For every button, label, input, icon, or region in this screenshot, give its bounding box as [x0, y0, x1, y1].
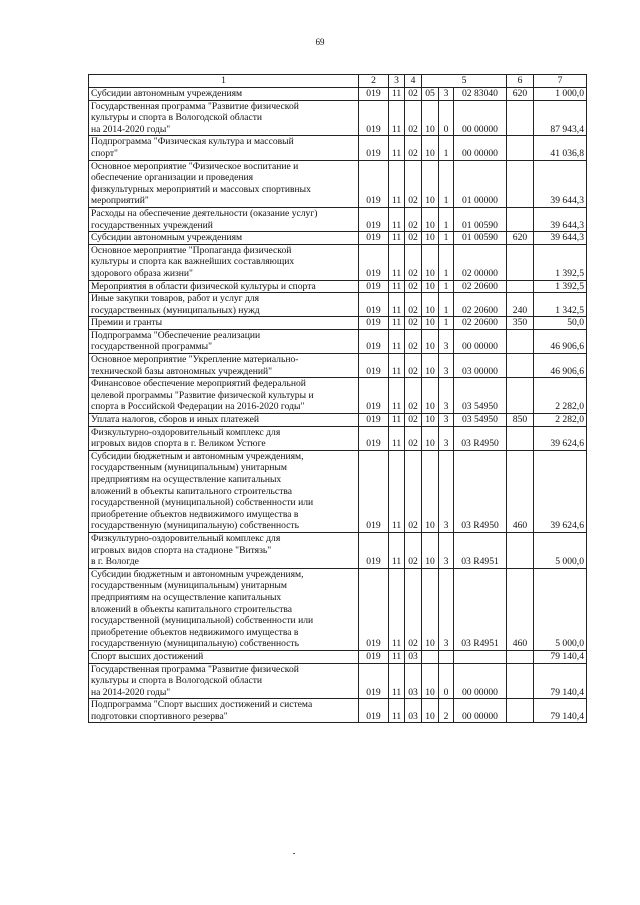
row-amount-cell: 1 342,5 [534, 293, 587, 317]
row-vr-cell [507, 378, 534, 414]
row-pr-cell: 02 [405, 568, 422, 650]
row-csr-program-cell: 10 [422, 232, 439, 245]
row-gr-cell: 019 [359, 100, 389, 136]
row-pr-cell: 02 [405, 244, 422, 280]
row-csr-subprogram-cell: 1 [439, 280, 454, 293]
table-row [89, 244, 587, 280]
row-pr-cell: 02 [405, 426, 422, 450]
table-row [89, 317, 587, 330]
row-gr-cell: 019 [359, 699, 389, 723]
row-gr-cell: 019 [359, 88, 389, 101]
row-name-cell: Расходы на обеспечение деятельности (оказание услуг) государственных учреждений [89, 207, 359, 231]
row-csr-program-cell: 10 [422, 100, 439, 136]
row-csr-program-cell [422, 650, 439, 663]
row-csr-subprogram-cell: 3 [439, 426, 454, 450]
table-row [89, 329, 587, 353]
row-vr-cell: 350 [507, 317, 534, 330]
row-amount-cell: 1 000,0 [534, 88, 587, 101]
row-pr-cell: 02 [405, 280, 422, 293]
row-vr-cell: 850 [507, 414, 534, 427]
table-row [89, 568, 587, 650]
row-csr-program-cell: 10 [422, 699, 439, 723]
row-rz-cell: 11 [389, 568, 405, 650]
row-name-cell: Государственная программа "Развитие физической культуры и спорта в Вологодской области на 2014-2020 годы" [89, 663, 359, 699]
table-row [89, 426, 587, 450]
table-row [89, 280, 587, 293]
row-amount-cell: 50,0 [534, 317, 587, 330]
row-csr-subprogram-cell: 3 [439, 532, 454, 568]
row-rz-cell: 11 [389, 532, 405, 568]
row-gr-cell: 019 [359, 244, 389, 280]
row-vr-cell [507, 663, 534, 699]
row-amount-cell: 46 906,6 [534, 329, 587, 353]
row-csr-subprogram-cell: 1 [439, 317, 454, 330]
row-rz-cell: 11 [389, 293, 405, 317]
page-number: 69 [315, 37, 325, 47]
header-cell-csr: 5 [422, 75, 507, 88]
row-vr-cell: 620 [507, 232, 534, 245]
row-csr-subprogram-cell: 1 [439, 244, 454, 280]
row-pr-cell: 03 [405, 699, 422, 723]
row-csr-program-cell: 10 [422, 378, 439, 414]
row-pr-cell: 02 [405, 354, 422, 378]
row-gr-cell: 019 [359, 414, 389, 427]
row-amount-cell: 87 943,4 [534, 100, 587, 136]
row-csr-program-cell: 10 [422, 293, 439, 317]
row-csr-subprogram-cell: 3 [439, 450, 454, 532]
table-row [89, 532, 587, 568]
row-csr-direction-cell: 00 00000 [454, 100, 507, 136]
row-pr-cell: 02 [405, 207, 422, 231]
row-csr-program-cell: 10 [422, 568, 439, 650]
row-name-cell: Мероприятия в области физической культуры и спорта [89, 280, 359, 293]
row-gr-cell: 019 [359, 136, 389, 160]
row-gr-cell: 019 [359, 650, 389, 663]
row-vr-cell [507, 354, 534, 378]
row-name-cell: Иные закупки товаров, работ и услуг для государственных (муниципальных) нужд [89, 293, 359, 317]
row-csr-program-cell: 10 [422, 244, 439, 280]
row-pr-cell: 02 [405, 414, 422, 427]
row-rz-cell: 11 [389, 160, 405, 207]
row-pr-cell: 03 [405, 663, 422, 699]
table-row [89, 699, 587, 723]
row-amount-cell: 79 140,4 [534, 663, 587, 699]
row-name-cell: Государственная программа "Развитие физической культуры и спорта в Вологодской области на 2014-2020 годы" [89, 100, 359, 136]
table-row [89, 88, 587, 101]
row-amount-cell: 2 282,0 [534, 378, 587, 414]
row-vr-cell [507, 532, 534, 568]
row-pr-cell: 02 [405, 160, 422, 207]
row-amount-cell: 39 644,3 [534, 207, 587, 231]
row-amount-cell: 46 906,6 [534, 354, 587, 378]
row-vr-cell [507, 207, 534, 231]
row-name-cell: Уплата налогов, сборов и иных платежей [89, 414, 359, 427]
table-row [89, 100, 587, 136]
row-csr-direction-cell [454, 650, 507, 663]
row-rz-cell: 11 [389, 232, 405, 245]
row-rz-cell: 11 [389, 136, 405, 160]
row-pr-cell: 03 [405, 650, 422, 663]
row-csr-program-cell: 10 [422, 280, 439, 293]
header-cell-pr: 4 [405, 75, 422, 88]
row-vr-cell [507, 280, 534, 293]
row-csr-subprogram-cell: 0 [439, 100, 454, 136]
row-pr-cell: 02 [405, 329, 422, 353]
row-csr-subprogram-cell: 1 [439, 232, 454, 245]
row-name-cell: Основное мероприятие "Укрепление материально- технической базы автономных учреждений" [89, 354, 359, 378]
row-rz-cell: 11 [389, 699, 405, 723]
row-vr-cell [507, 699, 534, 723]
row-amount-cell: 2 282,0 [534, 414, 587, 427]
row-name-cell: Субсидии бюджетным и автономным учреждениям, государственным (муниципальным) унитарным предприятиям на осуществление капитальных вложений в объекты капитального строительства государственной (муниципальной) собственности или приобретение объектов недвижимого имущества в государственную (муниципальную) собственность [89, 450, 359, 532]
row-name-cell: Подпрограмма "Спорт высших достижений и система подготовки спортивного резерва" [89, 699, 359, 723]
table-row [89, 136, 587, 160]
row-csr-direction-cell: 03 R4951 [454, 532, 507, 568]
row-gr-cell: 019 [359, 232, 389, 245]
row-csr-subprogram-cell: 3 [439, 88, 454, 101]
table-row [89, 450, 587, 532]
row-csr-subprogram-cell: 2 [439, 699, 454, 723]
row-vr-cell: 460 [507, 450, 534, 532]
row-rz-cell: 11 [389, 354, 405, 378]
row-pr-cell: 02 [405, 88, 422, 101]
row-csr-direction-cell: 03 54950 [454, 378, 507, 414]
row-rz-cell: 11 [389, 244, 405, 280]
row-name-cell: Физкультурно-оздоровительный комплекс для игровых видов спорта на стадионе "Витязь" в г. Вологде [89, 532, 359, 568]
row-gr-cell: 019 [359, 329, 389, 353]
row-csr-subprogram-cell: 1 [439, 207, 454, 231]
row-rz-cell: 11 [389, 207, 405, 231]
row-csr-program-cell: 10 [422, 207, 439, 231]
row-csr-subprogram-cell: 1 [439, 293, 454, 317]
row-csr-program-cell: 10 [422, 532, 439, 568]
row-vr-cell [507, 160, 534, 207]
row-rz-cell: 11 [389, 426, 405, 450]
row-name-cell: Субсидии автономным учреждениям [89, 232, 359, 245]
table-row [89, 293, 587, 317]
row-rz-cell: 11 [389, 650, 405, 663]
row-rz-cell: 11 [389, 280, 405, 293]
row-vr-cell: 460 [507, 568, 534, 650]
row-csr-direction-cell: 02 20600 [454, 317, 507, 330]
row-csr-subprogram-cell: 3 [439, 378, 454, 414]
row-amount-cell: 41 036,8 [534, 136, 587, 160]
row-name-cell: Основное мероприятие "Физическое воспитание и обеспечение организации и проведения физкультурных мероприятий и массовых спортивных мероприятий" [89, 160, 359, 207]
row-gr-cell: 019 [359, 568, 389, 650]
row-csr-subprogram-cell: 3 [439, 568, 454, 650]
row-csr-subprogram-cell [439, 650, 454, 663]
row-pr-cell: 02 [405, 100, 422, 136]
row-csr-direction-cell: 02 20600 [454, 293, 507, 317]
row-name-cell: Физкультурно-оздоровительный комплекс для игровых видов спорта в г. Великом Устюге [89, 426, 359, 450]
row-csr-program-cell: 10 [422, 426, 439, 450]
row-csr-program-cell: 10 [422, 160, 439, 207]
row-csr-program-cell: 10 [422, 414, 439, 427]
row-rz-cell: 11 [389, 329, 405, 353]
row-csr-direction-cell: 03 00000 [454, 354, 507, 378]
row-gr-cell: 019 [359, 317, 389, 330]
row-pr-cell: 02 [405, 136, 422, 160]
row-csr-program-cell: 10 [422, 136, 439, 160]
row-rz-cell: 11 [389, 663, 405, 699]
row-name-cell: Субсидии автономным учреждениям [89, 88, 359, 101]
row-rz-cell: 11 [389, 88, 405, 101]
row-name-cell: Финансовое обеспечение мероприятий федеральной целевой программы "Развитие физической культуры и спорта в Российской Федерации на 2016-2020 годы" [89, 378, 359, 414]
row-amount-cell: 1 392,5 [534, 244, 587, 280]
table-row [89, 160, 587, 207]
row-pr-cell: 02 [405, 232, 422, 245]
row-gr-cell: 019 [359, 426, 389, 450]
table-row [89, 663, 587, 699]
header-cell-name: 1 [89, 75, 359, 88]
row-rz-cell: 11 [389, 378, 405, 414]
row-name-cell: Подпрограмма "Обеспечение реализации государственной программы" [89, 329, 359, 353]
row-csr-direction-cell: 00 00000 [454, 663, 507, 699]
table-row [89, 414, 587, 427]
row-vr-cell [507, 100, 534, 136]
row-vr-cell [507, 244, 534, 280]
row-vr-cell: 620 [507, 88, 534, 101]
row-csr-program-cell: 10 [422, 450, 439, 532]
row-gr-cell: 019 [359, 450, 389, 532]
row-amount-cell: 79 140,4 [534, 650, 587, 663]
row-csr-subprogram-cell: 1 [439, 136, 454, 160]
row-amount-cell: 39 624,6 [534, 450, 587, 532]
row-csr-direction-cell: 02 20600 [454, 280, 507, 293]
row-pr-cell: 02 [405, 450, 422, 532]
row-amount-cell: 1 392,5 [534, 280, 587, 293]
row-pr-cell: 02 [405, 532, 422, 568]
table-row [89, 207, 587, 231]
row-csr-direction-cell: 01 00590 [454, 232, 507, 245]
row-pr-cell: 02 [405, 293, 422, 317]
table-row [89, 650, 587, 663]
row-name-cell: Премии и гранты [89, 317, 359, 330]
row-csr-direction-cell: 03 54950 [454, 414, 507, 427]
row-gr-cell: 019 [359, 160, 389, 207]
row-gr-cell: 019 [359, 663, 389, 699]
scan-mark [293, 853, 295, 854]
row-rz-cell: 11 [389, 450, 405, 532]
row-pr-cell: 02 [405, 317, 422, 330]
row-amount-cell: 39 624,6 [534, 426, 587, 450]
row-name-cell: Основное мероприятие "Пропаганда физической культуры и спорта как важнейших составляющих здорового образа жизни" [89, 244, 359, 280]
row-csr-subprogram-cell: 3 [439, 414, 454, 427]
row-csr-program-cell: 10 [422, 663, 439, 699]
row-csr-direction-cell: 03 R4950 [454, 450, 507, 532]
row-csr-direction-cell: 03 R4950 [454, 426, 507, 450]
row-csr-direction-cell: 02 83040 [454, 88, 507, 101]
row-amount-cell: 39 644,3 [534, 160, 587, 207]
row-amount-cell: 5 000,0 [534, 568, 587, 650]
row-gr-cell: 019 [359, 354, 389, 378]
row-amount-cell: 79 140,4 [534, 699, 587, 723]
row-csr-direction-cell: 01 00590 [454, 207, 507, 231]
row-vr-cell [507, 426, 534, 450]
row-gr-cell: 019 [359, 293, 389, 317]
row-csr-direction-cell: 01 00000 [454, 160, 507, 207]
header-cell-amount: 7 [534, 75, 587, 88]
table-body [89, 88, 587, 723]
row-name-cell: Подпрограмма "Физическая культура и массовый спорт" [89, 136, 359, 160]
row-vr-cell: 240 [507, 293, 534, 317]
header-cell-rz: 3 [389, 75, 405, 88]
row-csr-direction-cell: 00 00000 [454, 699, 507, 723]
row-csr-subprogram-cell: 3 [439, 329, 454, 353]
row-gr-cell: 019 [359, 207, 389, 231]
row-vr-cell [507, 329, 534, 353]
row-csr-direction-cell: 02 00000 [454, 244, 507, 280]
row-csr-program-cell: 10 [422, 329, 439, 353]
row-vr-cell [507, 136, 534, 160]
row-gr-cell: 019 [359, 378, 389, 414]
table-row [89, 378, 587, 414]
row-name-cell: Субсидии бюджетным и автономным учреждениям, государственным (муниципальным) унитарным предприятиям на осуществление капитальных вложений в объекты капитального строительства государственной (муниципальной) собственности или приобретение объектов недвижимого имущества в государственную (муниципальную) собственность [89, 568, 359, 650]
row-csr-program-cell: 10 [422, 317, 439, 330]
row-pr-cell: 02 [405, 378, 422, 414]
row-amount-cell: 39 644,3 [534, 232, 587, 245]
row-rz-cell: 11 [389, 317, 405, 330]
budget-table [88, 74, 587, 723]
row-csr-subprogram-cell: 0 [439, 663, 454, 699]
row-rz-cell: 11 [389, 100, 405, 136]
row-csr-subprogram-cell: 1 [439, 160, 454, 207]
row-csr-program-cell: 05 [422, 88, 439, 101]
row-gr-cell: 019 [359, 280, 389, 293]
row-gr-cell: 019 [359, 532, 389, 568]
header-cell-gr: 2 [359, 75, 389, 88]
row-name-cell: Спорт высших достижений [89, 650, 359, 663]
row-csr-program-cell: 10 [422, 354, 439, 378]
table-row [89, 232, 587, 245]
row-vr-cell [507, 650, 534, 663]
row-csr-direction-cell: 03 R4951 [454, 568, 507, 650]
header-cell-vr: 6 [507, 75, 534, 88]
table-row [89, 354, 587, 378]
row-amount-cell: 5 000,0 [534, 532, 587, 568]
table-header-row [89, 75, 587, 88]
row-csr-direction-cell: 00 00000 [454, 329, 507, 353]
row-csr-direction-cell: 00 00000 [454, 136, 507, 160]
row-rz-cell: 11 [389, 414, 405, 427]
row-csr-subprogram-cell: 3 [439, 354, 454, 378]
